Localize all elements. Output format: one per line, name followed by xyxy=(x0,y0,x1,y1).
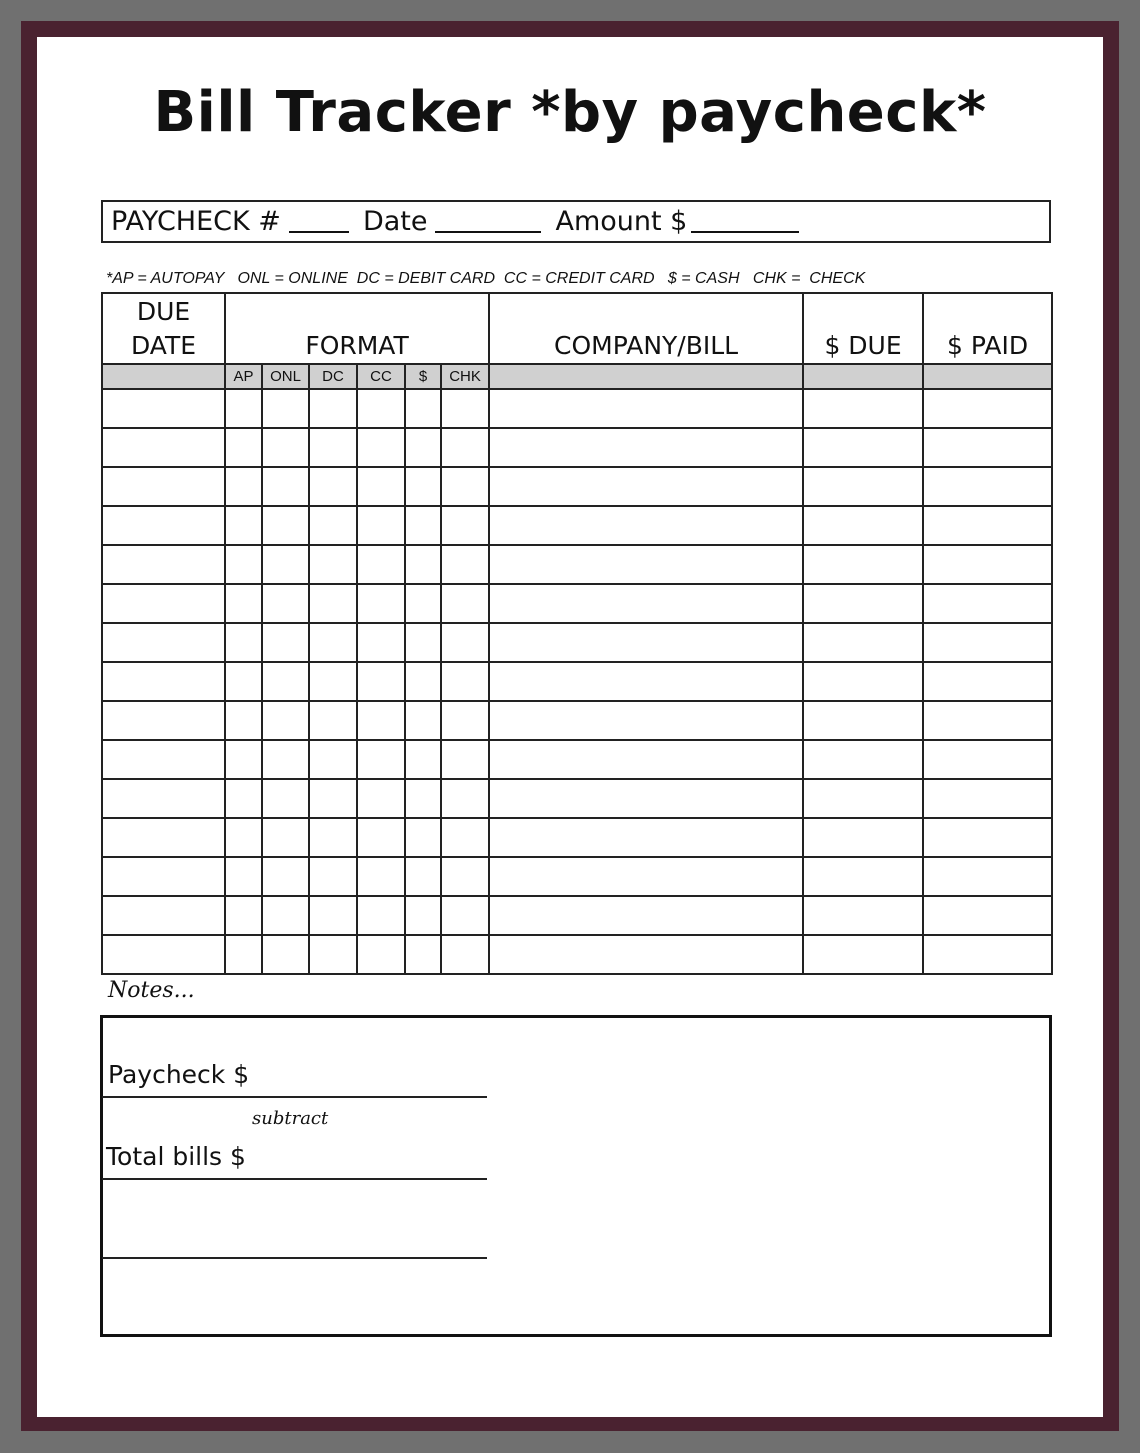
table-row xyxy=(102,740,1052,779)
dc-cell[interactable] xyxy=(309,389,357,428)
chk-cell[interactable] xyxy=(441,701,489,740)
paid-amount-cell[interactable] xyxy=(923,662,1052,701)
paid-amount-cell[interactable] xyxy=(923,506,1052,545)
paid-amount-cell[interactable] xyxy=(923,584,1052,623)
company-cell[interactable] xyxy=(489,545,803,584)
onl-cell[interactable] xyxy=(262,662,309,701)
cash-cell[interactable] xyxy=(405,740,441,779)
dc-cell[interactable] xyxy=(309,779,357,818)
chk-cell[interactable] xyxy=(441,428,489,467)
cash-cell[interactable] xyxy=(405,701,441,740)
dc-cell[interactable] xyxy=(309,467,357,506)
company-cell[interactable] xyxy=(489,896,803,935)
dc-cell[interactable] xyxy=(309,662,357,701)
subheader-blank xyxy=(923,364,1052,389)
ap-cell[interactable] xyxy=(225,818,262,857)
cash-cell[interactable] xyxy=(405,467,441,506)
chk-cell[interactable] xyxy=(441,623,489,662)
cc-cell[interactable] xyxy=(357,545,405,584)
due-date-cell[interactable] xyxy=(102,779,225,818)
paycheck-info-box xyxy=(101,200,1051,243)
dc-cell[interactable] xyxy=(309,857,357,896)
company-cell[interactable] xyxy=(489,935,803,974)
cc-cell[interactable] xyxy=(357,623,405,662)
cash-cell[interactable] xyxy=(405,506,441,545)
table-row xyxy=(102,506,1052,545)
notes-label: Notes... xyxy=(108,978,195,1003)
onl-cell[interactable] xyxy=(262,389,309,428)
chk-cell[interactable] xyxy=(441,389,489,428)
cc-cell[interactable] xyxy=(357,428,405,467)
due-amount-cell[interactable] xyxy=(803,623,923,662)
due-date-cell[interactable] xyxy=(102,818,225,857)
paid-amount-cell[interactable] xyxy=(923,818,1052,857)
dc-cell[interactable] xyxy=(309,506,357,545)
ap-cell[interactable] xyxy=(225,662,262,701)
date-field[interactable] xyxy=(435,211,541,233)
chk-cell[interactable] xyxy=(441,545,489,584)
company-cell[interactable] xyxy=(489,662,803,701)
chk-cell[interactable] xyxy=(441,506,489,545)
chk-cell[interactable] xyxy=(441,935,489,974)
paid-amount-cell[interactable] xyxy=(923,740,1052,779)
cash-cell[interactable] xyxy=(405,662,441,701)
result-line[interactable] xyxy=(102,1257,487,1259)
paid-amount-cell[interactable] xyxy=(923,545,1052,584)
due-amount-cell[interactable] xyxy=(803,896,923,935)
total-bills-label: Total bills $ xyxy=(106,1142,246,1171)
onl-cell[interactable] xyxy=(262,545,309,584)
page-title: Bill Tracker *by paycheck* xyxy=(153,80,987,145)
cash-cell[interactable] xyxy=(405,545,441,584)
cash-cell[interactable] xyxy=(405,857,441,896)
ap-cell[interactable] xyxy=(225,584,262,623)
paid-amount-cell[interactable] xyxy=(923,779,1052,818)
table-row xyxy=(102,623,1052,662)
company-cell[interactable] xyxy=(489,506,803,545)
dc-cell[interactable] xyxy=(309,818,357,857)
cc-cell[interactable] xyxy=(357,584,405,623)
cash-cell[interactable] xyxy=(405,428,441,467)
dc-cell[interactable] xyxy=(309,584,357,623)
chk-cell[interactable] xyxy=(441,740,489,779)
subheader-blank xyxy=(489,364,803,389)
dc-cell[interactable] xyxy=(309,428,357,467)
due-amount-cell[interactable] xyxy=(803,467,923,506)
subheader-blank xyxy=(803,364,923,389)
chk-cell[interactable] xyxy=(441,896,489,935)
dc-cell[interactable] xyxy=(309,935,357,974)
cash-cell[interactable] xyxy=(405,935,441,974)
due-date-cell[interactable] xyxy=(102,740,225,779)
table-row xyxy=(102,896,1052,935)
format-subheader-row xyxy=(102,364,1052,389)
company-cell[interactable] xyxy=(489,779,803,818)
paid-amount-cell[interactable] xyxy=(923,896,1052,935)
cc-cell[interactable] xyxy=(357,389,405,428)
table-row xyxy=(102,389,1052,428)
cc-cell[interactable] xyxy=(357,935,405,974)
subheader-blank xyxy=(102,364,225,389)
onl-cell[interactable] xyxy=(262,428,309,467)
due-amount-cell[interactable] xyxy=(803,935,923,974)
company-cell[interactable] xyxy=(489,701,803,740)
company-cell[interactable] xyxy=(489,584,803,623)
table-row xyxy=(102,545,1052,584)
cc-cell[interactable] xyxy=(357,779,405,818)
onl-cell[interactable] xyxy=(262,623,309,662)
table-row xyxy=(102,662,1052,701)
chk-cell[interactable] xyxy=(441,584,489,623)
ap-cell[interactable] xyxy=(225,857,262,896)
company-cell[interactable] xyxy=(489,857,803,896)
dc-cell[interactable] xyxy=(309,701,357,740)
table-row xyxy=(102,818,1052,857)
format-col-chk: CHK xyxy=(441,364,489,389)
cash-cell[interactable] xyxy=(405,389,441,428)
due-date-header-line2: DATE xyxy=(130,331,197,360)
chk-cell[interactable] xyxy=(441,467,489,506)
due-amount-cell[interactable] xyxy=(803,740,923,779)
ap-cell[interactable] xyxy=(225,779,262,818)
format-col-cc: CC xyxy=(357,364,405,389)
cash-cell[interactable] xyxy=(405,779,441,818)
cc-cell[interactable] xyxy=(357,857,405,896)
onl-cell[interactable] xyxy=(262,935,309,974)
company-cell[interactable] xyxy=(489,428,803,467)
paid-amount-cell[interactable] xyxy=(923,857,1052,896)
ap-cell[interactable] xyxy=(225,896,262,935)
cash-cell[interactable] xyxy=(405,818,441,857)
onl-cell[interactable] xyxy=(262,701,309,740)
table-row xyxy=(102,701,1052,740)
due-date-cell[interactable] xyxy=(102,428,225,467)
due-amount-cell[interactable] xyxy=(803,857,923,896)
due-amount-cell[interactable] xyxy=(803,545,923,584)
cash-cell[interactable] xyxy=(405,623,441,662)
cash-cell[interactable] xyxy=(405,896,441,935)
due-amount-cell[interactable] xyxy=(803,818,923,857)
due-amount-cell[interactable] xyxy=(803,584,923,623)
due-date-cell[interactable] xyxy=(102,935,225,974)
cc-cell[interactable] xyxy=(357,896,405,935)
company-header: COMPANY/BILL xyxy=(489,293,803,364)
format-col-dc: DC xyxy=(309,364,357,389)
onl-cell[interactable] xyxy=(262,896,309,935)
bill-table xyxy=(101,292,1053,975)
cc-cell[interactable] xyxy=(357,467,405,506)
chk-cell[interactable] xyxy=(441,857,489,896)
due-amount-header: $ DUE xyxy=(803,293,923,364)
table-header-row xyxy=(102,293,1052,364)
paid-amount-header: $ PAID xyxy=(923,293,1052,364)
due-date-header-line1: DUE xyxy=(136,297,191,326)
due-date-cell[interactable] xyxy=(102,662,225,701)
cc-cell[interactable] xyxy=(357,818,405,857)
due-date-cell[interactable] xyxy=(102,545,225,584)
table-row xyxy=(102,584,1052,623)
ap-cell[interactable] xyxy=(225,506,262,545)
ap-cell[interactable] xyxy=(225,389,262,428)
amount-label: Amount $ xyxy=(555,206,688,237)
ap-cell[interactable] xyxy=(225,545,262,584)
paycheck-number-field[interactable] xyxy=(289,211,349,233)
format-col-onl: ONL xyxy=(262,364,309,389)
dc-cell[interactable] xyxy=(309,545,357,584)
due-date-cell[interactable] xyxy=(102,467,225,506)
due-date-cell[interactable] xyxy=(102,701,225,740)
paid-amount-cell[interactable] xyxy=(923,701,1052,740)
table-row xyxy=(102,857,1052,896)
onl-cell[interactable] xyxy=(262,467,309,506)
due-amount-cell[interactable] xyxy=(803,662,923,701)
company-cell[interactable] xyxy=(489,623,803,662)
due-amount-cell[interactable] xyxy=(803,701,923,740)
format-col-ap: AP xyxy=(225,364,262,389)
paycheck-amount-label: Paycheck $ xyxy=(108,1060,250,1089)
paid-amount-cell[interactable] xyxy=(923,467,1052,506)
chk-cell[interactable] xyxy=(441,662,489,701)
company-cell[interactable] xyxy=(489,818,803,857)
onl-cell[interactable] xyxy=(262,779,309,818)
company-cell[interactable] xyxy=(489,467,803,506)
chk-cell[interactable] xyxy=(441,818,489,857)
ap-cell[interactable] xyxy=(225,740,262,779)
due-amount-cell[interactable] xyxy=(803,779,923,818)
table-row xyxy=(102,935,1052,974)
table-row xyxy=(102,779,1052,818)
due-date-cell[interactable] xyxy=(102,389,225,428)
onl-cell[interactable] xyxy=(262,857,309,896)
onl-cell[interactable] xyxy=(262,740,309,779)
onl-cell[interactable] xyxy=(262,506,309,545)
paid-amount-cell[interactable] xyxy=(923,389,1052,428)
onl-cell[interactable] xyxy=(262,584,309,623)
ap-cell[interactable] xyxy=(225,428,262,467)
cc-cell[interactable] xyxy=(357,662,405,701)
due-date-cell[interactable] xyxy=(102,896,225,935)
chk-cell[interactable] xyxy=(441,779,489,818)
due-date-cell[interactable] xyxy=(102,584,225,623)
due-amount-cell[interactable] xyxy=(803,428,923,467)
paycheck-number-label: PAYCHECK # xyxy=(111,206,281,237)
total-bills-line[interactable] xyxy=(102,1178,487,1180)
due-date-cell[interactable] xyxy=(102,857,225,896)
due-date-cell[interactable] xyxy=(102,623,225,662)
table-row xyxy=(102,428,1052,467)
company-cell[interactable] xyxy=(489,389,803,428)
ap-cell[interactable] xyxy=(225,701,262,740)
paid-amount-cell[interactable] xyxy=(923,935,1052,974)
cc-cell[interactable] xyxy=(357,506,405,545)
ap-cell[interactable] xyxy=(225,467,262,506)
company-cell[interactable] xyxy=(489,740,803,779)
paycheck-amount-line[interactable] xyxy=(102,1096,487,1098)
due-date-header xyxy=(102,293,225,364)
dc-cell[interactable] xyxy=(309,896,357,935)
format-col-cash: $ xyxy=(405,364,441,389)
cc-cell[interactable] xyxy=(357,701,405,740)
dc-cell[interactable] xyxy=(309,623,357,662)
format-legend: *AP = AUTOPAY ONL = ONLINE DC = DEBIT CARD CC = CREDIT CARD $ = CASH CHK = CHECK xyxy=(106,270,866,287)
onl-cell[interactable] xyxy=(262,818,309,857)
date-label: Date xyxy=(362,206,428,237)
subtract-label: subtract xyxy=(252,1108,329,1129)
due-date-cell[interactable] xyxy=(102,506,225,545)
cc-cell[interactable] xyxy=(357,740,405,779)
dc-cell[interactable] xyxy=(309,740,357,779)
paid-amount-cell[interactable] xyxy=(923,623,1052,662)
table-row xyxy=(102,467,1052,506)
cash-cell[interactable] xyxy=(405,584,441,623)
ap-cell[interactable] xyxy=(225,623,262,662)
due-amount-cell[interactable] xyxy=(803,506,923,545)
paid-amount-cell[interactable] xyxy=(923,428,1052,467)
format-header: FORMAT xyxy=(225,293,489,364)
due-amount-cell[interactable] xyxy=(803,389,923,428)
amount-field[interactable] xyxy=(691,211,799,233)
ap-cell[interactable] xyxy=(225,935,262,974)
